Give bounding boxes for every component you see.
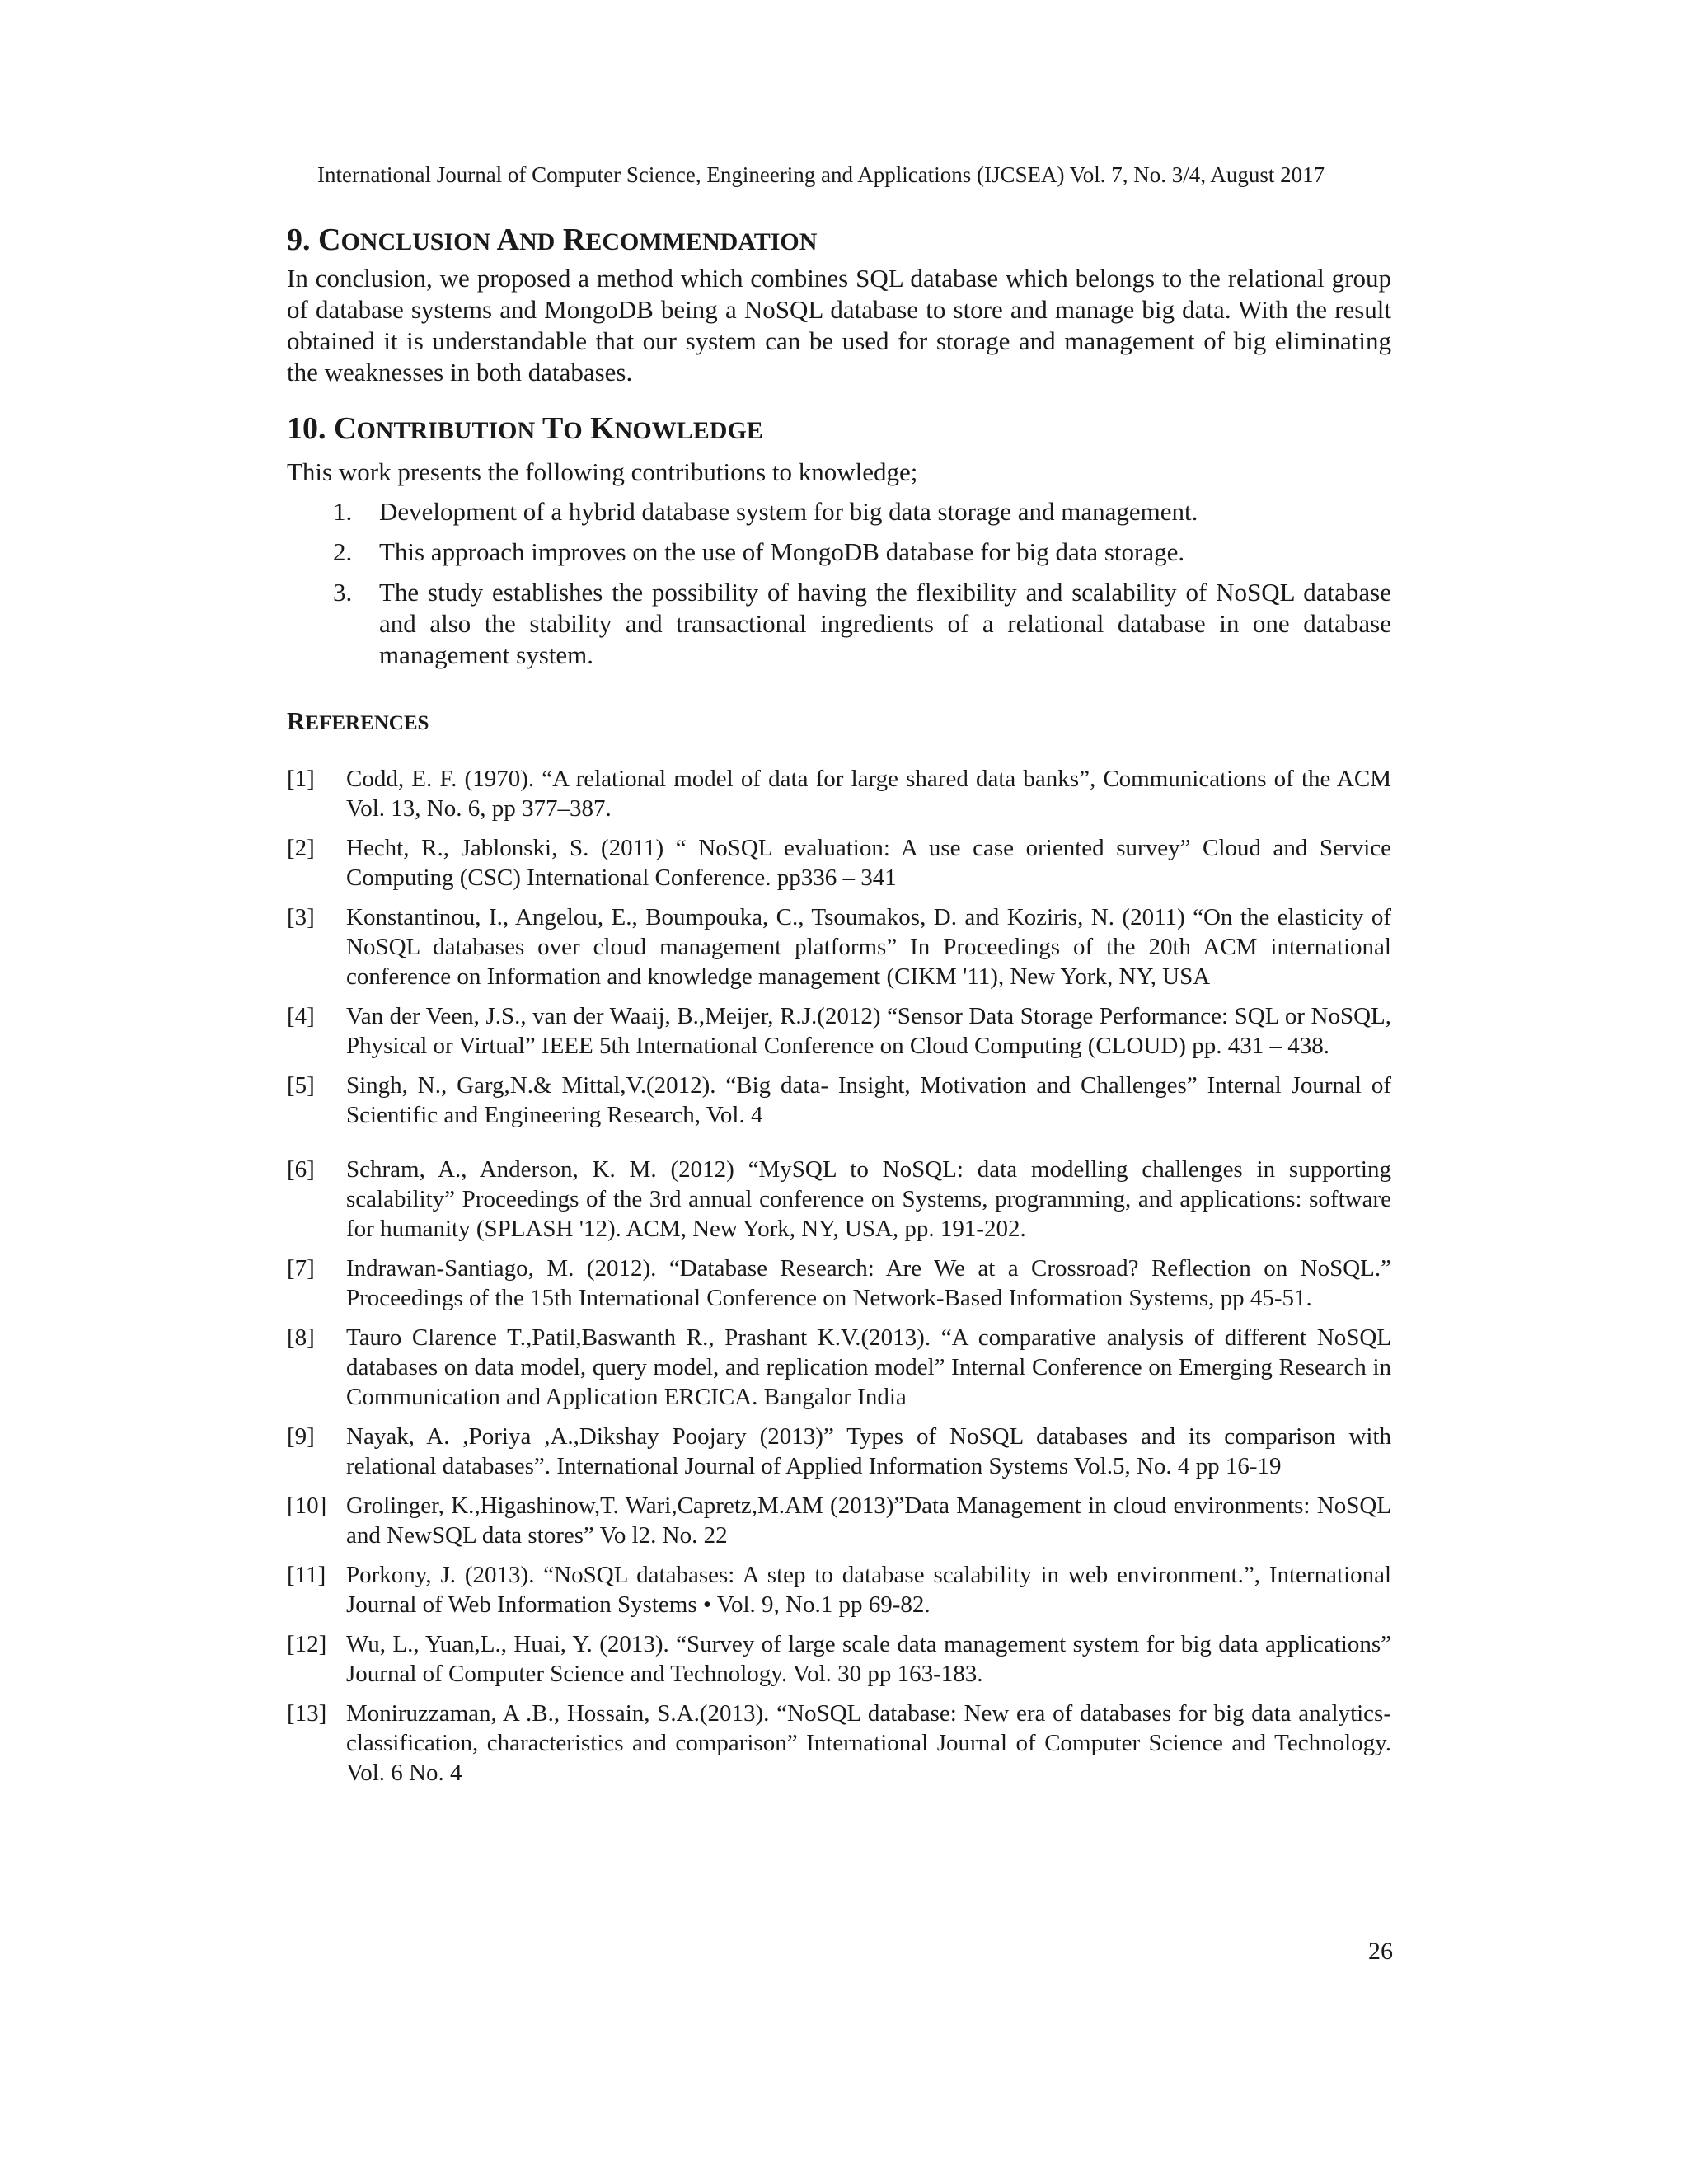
reference-text: Singh, N., Garg,N.& Mittal,V.(2012). “Big data- Insight, Motivation and Challenges” Internal Journal of Scientific and Engineering Research, Vol. 4 — [346, 1072, 1391, 1128]
reference-item — [287, 1254, 1391, 1313]
section-9-title-word: ECOMMENDATION — [585, 228, 818, 255]
running-head: International Journal of Computer Science, Engineering and Applications (IJCSEA) Vol. 7, No. 3/4, August 2017 — [317, 162, 1325, 187]
reference-text: Hecht, R., Jablonski, S. (2011) “ NoSQL evaluation: A use case oriented survey” Cloud and Service Computing (CSC) International Conference. pp336 – 341 — [346, 835, 1391, 891]
section-10-intro: This work presents the following contributions to knowledge; — [287, 457, 918, 486]
reference-list — [287, 764, 1391, 1788]
reference-item — [287, 1560, 1391, 1619]
reference-item — [287, 1155, 1391, 1244]
reference-item — [287, 1323, 1391, 1412]
section-9-title-letter: C — [318, 223, 341, 257]
section-9-paragraph: In conclusion, we proposed a method which combines SQL database which belongs to the relational group of database systems and MongoDB being a NoSQL database to store and manage big data. With the result obtained it is understandable that our system can be used for storage and management of big eliminating the weaknesses in both databases. — [287, 264, 1391, 387]
reference-item — [287, 1629, 1391, 1689]
reference-item — [287, 1699, 1391, 1788]
contribution-text: Development of a hybrid database system for big data storage and management. — [379, 497, 1198, 526]
reference-item — [287, 833, 1391, 893]
reference-item — [287, 1491, 1391, 1550]
section-9-title-letter: A — [496, 223, 520, 257]
contribution-number: 1. — [333, 497, 353, 526]
section-10-title-letter: C — [334, 411, 357, 446]
reference-item — [287, 902, 1391, 991]
reference-number: [9] — [287, 1423, 315, 1450]
references-heading-word: EFERENCES — [305, 712, 429, 734]
reference-text: Grolinger, K.,Higashinow,T. Wari,Capretz,M.AM (2013)”Data Management in cloud environments: NoSQL and NewSQL data stores” Vo l2. No. 22 — [346, 1493, 1391, 1549]
contribution-list — [287, 496, 1391, 671]
reference-text: Porkony, J. (2013). “NoSQL databases: A step to database scalability in web environment.”, International Journal of Web Information Systems • Vol. 9, No.1 pp 69-82. — [346, 1562, 1391, 1618]
contribution-text: This approach improves on the use of MongoDB database for big data storage. — [379, 537, 1185, 566]
reference-text: Indrawan-Santiago, M. (2012). “Database Research: Are We at a Crossroad? Reflection on NoSQL.” Proceedings of the 15th International Conference on Network-Based Information Systems, pp 45-51. — [346, 1255, 1391, 1311]
reference-number: [6] — [287, 1156, 315, 1183]
page-number: 26 — [1368, 1938, 1393, 1965]
contribution-number: 2. — [333, 537, 353, 566]
contribution-number: 3. — [333, 578, 353, 607]
reference-text: Van der Veen, J.S., van der Waaij, B.,Meijer, R.J.(2012) “Sensor Data Storage Performance: SQL or NoSQL, Physical or Virtual” IEEE 5th International Conference on Cloud Computing (CLOUD) pp. 431 – 438. — [346, 1003, 1391, 1059]
contribution-item — [287, 537, 1391, 568]
contribution-item — [287, 577, 1391, 671]
section-10-title-letter: K — [590, 411, 615, 446]
section-9-title-word: ND — [519, 228, 556, 255]
section-9-number: 9. — [287, 223, 311, 257]
section-10-title-word: ONTRIBUTION — [356, 417, 536, 444]
reference-number: [11] — [287, 1562, 326, 1588]
reference-number: [12] — [287, 1631, 327, 1657]
reference-number: [10] — [287, 1493, 327, 1519]
references-heading-letter: R — [287, 706, 306, 735]
section-10-title-word: NOWLEDGE — [614, 417, 763, 444]
section-9-title-letter: R — [562, 223, 586, 257]
reference-text: Wu, L., Yuan,L., Huai, Y. (2013). “Survey of large scale data management system for big data applications” Journal of Computer Science and Technology. Vol. 30 pp 163-183. — [346, 1631, 1391, 1687]
reference-item — [287, 1422, 1391, 1481]
reference-number: [13] — [287, 1700, 327, 1727]
reference-text: Nayak, A. ,Poriya ,A.,Dikshay Poojary (2013)” Types of NoSQL databases and its comparison with relational databases”. International Journal of Applied Information Systems Vol.5, No. 4 pp 16-19 — [346, 1423, 1391, 1479]
contribution-text: The study establishes the possibility of having the flexibility and scalability of NoSQL database and also the stability and transactional ingredients of a relational database in one database management system. — [379, 578, 1391, 669]
reference-number: [4] — [287, 1003, 315, 1029]
reference-text: Moniruzzaman, A .B., Hossain, S.A.(2013). “NoSQL database: New era of databases for big data analytics-classification, characteristics and comparison” International Journal of Computer Science and Technology. Vol. 6 No. 4 — [346, 1700, 1391, 1786]
reference-item — [287, 1001, 1391, 1061]
section-10-title-word: O — [563, 417, 583, 444]
section-10-number: 10. — [287, 411, 326, 446]
section-10-title-letter: T — [542, 411, 564, 446]
section-9-heading — [287, 221, 1391, 261]
reference-number: [5] — [287, 1072, 315, 1099]
contribution-item — [287, 496, 1391, 527]
reference-item — [287, 1071, 1391, 1130]
reference-number: [8] — [287, 1324, 315, 1351]
reference-number: [1] — [287, 766, 315, 792]
reference-number: [2] — [287, 835, 315, 861]
reference-number: [3] — [287, 904, 315, 930]
section-10-heading — [287, 410, 1391, 450]
reference-number: [7] — [287, 1255, 315, 1282]
references-heading — [287, 705, 1391, 739]
reference-text: Konstantinou, I., Angelou, E., Boumpouka, C., Tsoumakos, D. and Koziris, N. (2011) “On the elasticity of NoSQL databases over cloud management platforms” In Proceedings of the 20th ACM international conference on Information and knowledge management (CIKM '11), New York, NY, USA — [346, 904, 1391, 990]
page-content — [287, 221, 1391, 1797]
reference-text: Tauro Clarence T.,Patil,Baswanth R., Prashant K.V.(2013). “A comparative analysis of different NoSQL databases on data model, query model, and replication model” Internal Conference on Emerging Research in Communication and Application ERCICA. Bangalor India — [346, 1324, 1391, 1410]
reference-item — [287, 764, 1391, 823]
reference-text: Schram, A., Anderson, K. M. (2012) “MySQL to NoSQL: data modelling challenges in supporting scalability” Proceedings of the 3rd annual conference on Systems, programming, and applications: software for humanity (SPLASH '12). ACM, New York, NY, USA, pp. 191-202. — [346, 1156, 1391, 1242]
section-9-title-word: ONCLUSION — [340, 228, 491, 255]
reference-text: Codd, E. F. (1970). “A relational model of data for large shared data banks”, Communications of the ACM Vol. 13, No. 6, pp 377–387. — [346, 766, 1391, 822]
